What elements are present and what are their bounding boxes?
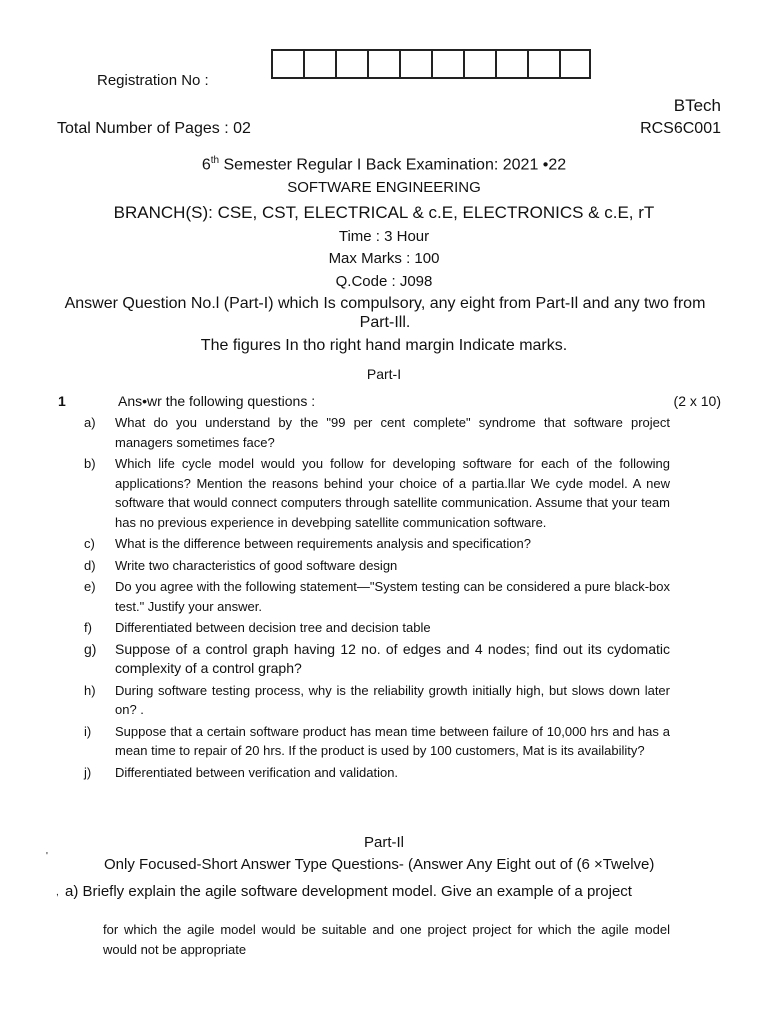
- item-text: Suppose of a control graph having 12 no. of edges and 4 nodes; find out its cydomatic complexity of a control graph?: [115, 640, 670, 676]
- registration-digit-box: [495, 49, 527, 79]
- branch-list: BRANCH(S): CSE, CST, ELECTRICAL & c.E, ELECTRONICS & c.E, rT: [113, 203, 655, 222]
- course-code: RCS6C001: [640, 120, 721, 137]
- item-text: Do you agree with the following statement—"System testing can be considered a pure black-box test." Justify your answer.: [115, 579, 670, 614]
- exam-instruction: Answer Question No.l (Part-I) which Is compulsory, any eight from Part-Il and any two from Part-Ill.: [64, 295, 706, 331]
- list-item: [84, 534, 670, 554]
- semester-number: 6: [201, 156, 211, 174]
- part-2-title: Part-Il: [363, 834, 404, 851]
- section-2-heading: Only Focused-Short Answer Type Questions- (Answer Any Eight out of (6 ×Twelve): [104, 856, 655, 873]
- part-1-title: Part-I: [366, 366, 402, 382]
- subject-name: SOFTWARE ENGINEERING: [287, 179, 481, 196]
- item-label: e): [84, 579, 96, 594]
- item-label: h): [84, 682, 96, 698]
- registration-digit-box: [303, 49, 335, 79]
- item-label: f): [84, 620, 92, 635]
- item-label: i): [84, 723, 92, 739]
- registration-digit-box: [559, 49, 591, 79]
- registration-digit-box: [335, 49, 367, 79]
- stray-mark: ,: [56, 887, 59, 898]
- list-item: [84, 722, 670, 761]
- question-2a: a) Briefly explain the agile software development model. Give an example of a project: [65, 883, 632, 900]
- list-item: [84, 681, 670, 720]
- total-pages: Total Number of Pages : 02: [57, 120, 251, 137]
- registration-digit-box: [527, 49, 559, 79]
- item-label: j): [84, 764, 92, 780]
- list-item: [84, 413, 670, 452]
- stray-mark: ': [46, 851, 48, 862]
- item-text: Differentiated between verification and validation.: [115, 764, 399, 780]
- list-item: [84, 577, 670, 616]
- registration-digit-box: [399, 49, 431, 79]
- list-item: [84, 763, 670, 783]
- registration-number-boxes: [271, 49, 591, 79]
- question-code: Q.Code : J098: [335, 273, 433, 290]
- item-label: a): [84, 415, 96, 430]
- list-item: [84, 556, 670, 576]
- exam-time: Time : 3 Hour: [338, 228, 430, 245]
- program-name: BTech: [673, 96, 721, 115]
- list-item: [84, 618, 670, 638]
- exam-title-text: Semester Regular I Back Examination: 2021 •22: [219, 156, 567, 174]
- figures-note: The figures In tho right hand margin Indicate marks.: [200, 337, 568, 354]
- item-text: Suppose that a certain software product has mean time between failure of 10,000 hrs and has a mean time to repair of 20 hrs. If the product is used by 100 customers, Mat is its availability?: [115, 723, 670, 758]
- exam-title: [0, 155, 768, 174]
- item-label: d): [84, 557, 96, 573]
- item-text: Write two characteristics of good software design: [115, 557, 398, 573]
- item-label: b): [84, 456, 96, 471]
- registration-digit-box: [463, 49, 495, 79]
- ordinal-suffix: th: [210, 155, 220, 166]
- registration-label: Registration No :: [97, 72, 209, 89]
- registration-digit-box: [367, 49, 399, 79]
- item-label: c): [84, 536, 95, 551]
- question-2a-continuation: for which the agile model would be suitable and one project project for which the agile model would not be appropriate: [103, 922, 670, 957]
- item-text: During software testing process, why is the reliability growth initially high, but slows down later on? .: [115, 682, 670, 717]
- item-text: What do you understand by the "99 per cent complete" syndrome that software project managers sometimes face?: [115, 415, 670, 450]
- item-text: Differentiated between decision tree and decision table: [115, 620, 431, 635]
- question-marks: (2 x 10): [673, 393, 721, 409]
- item-text: Which life cycle model would you follow for developing software for each of the following applications? Mention the reasons behind your choice of a partia.llar We cyde model. A new software that would connect computers through satellite communication. Assume that your team has no previous experience in devebping satellite communication software.: [115, 456, 670, 530]
- question-heading: Ans•wr the following questions :: [118, 393, 316, 409]
- list-item: [84, 640, 670, 679]
- question-number: 1: [58, 393, 66, 409]
- list-item: [84, 454, 670, 532]
- question-list: [84, 413, 670, 784]
- item-label: g): [84, 640, 97, 657]
- registration-digit-box: [271, 49, 303, 79]
- registration-digit-box: [431, 49, 463, 79]
- max-marks: Max Marks : 100: [328, 250, 440, 267]
- item-text: What is the difference between requirements analysis and specification?: [115, 536, 531, 551]
